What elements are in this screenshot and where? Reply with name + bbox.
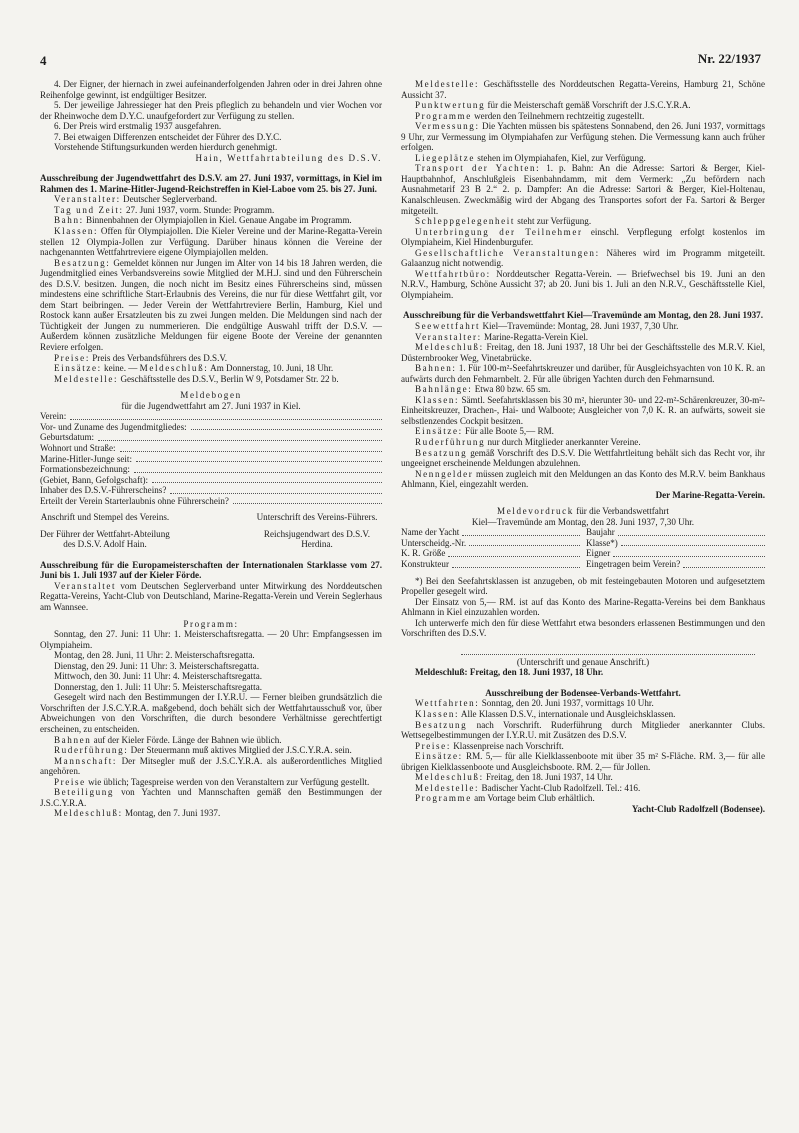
form-title: Meldevordruck (497, 506, 574, 517)
signature-label: Anschrift und Stempel des Vereins. (40, 512, 170, 523)
value: Preis des Verbandsführers des D.S.V. (92, 352, 228, 363)
form-field-license[interactable]: Inhaber des D.S.V.-Führerscheins? (40, 485, 382, 496)
term: Veranstaltet (54, 580, 117, 591)
section-heading: Ausschreibung für die Europameisterschaften der Internationalen Starklasse vom 27. Juni bis 1. Juli 1937 auf der Kieler Förde. (40, 559, 382, 581)
value: Näheres wird im Programm mitgeteilt. Galaanzug nicht notwendig. (401, 247, 766, 269)
paragraph: Vorstehende Stiftungsurkunden werden hierdurch genehmigt. (54, 142, 278, 153)
footnote: *) Bei den Seefahrtsklassen ist anzugeben, ob mit festeingebauten Motoren und aufgesetztem Propeller gesegelt wird. (401, 575, 765, 597)
form-field-sail-number[interactable]: Unterscheidg.-Nr. (401, 538, 580, 549)
value: RM. 5,— für alle Kielklassenboote mit über 35 m² S-Fläche. RM. 3,— für alle übrigen Kielklassenboote und Ausgleichsboote. RM. 2,— für Jollen. (401, 751, 765, 772)
section-heading: Ausschreibung für die Verbandswettfahrt Kiel—Travemünde am Montag, den 28. Juni 1937. (403, 310, 763, 321)
form-field-mhj-since[interactable]: Marine-Hitler-Junge seit: (40, 454, 382, 465)
program-item: Donnerstag, den 1. Juli: 11 Uhr: 5. Meisterschaftsregatta. (54, 681, 263, 692)
value: Alle Klassen D.S.V., internationale und Ausgleichsklassen. (460, 708, 676, 719)
form-field-region[interactable]: (Gebiet, Bann, Gefolgschaft): (40, 475, 382, 486)
value: werden den Teilnehmern rechtzeitig zugestellt. (474, 110, 645, 121)
issue-number: Nr. 22/1937 (697, 51, 761, 66)
signature-label: Unterschrift des Vereins-Führers. (256, 512, 378, 523)
value: Offen für Olympiajollen. Die Kieler Vereine und der Marine-Regatta-Verein stellen 12 Olympia-Jollen zur Verfügung. Darüber hinaus können die Vereine der nachgenannten Wettfahrtreviere eigene Olympiajollen melden. (40, 226, 382, 258)
value: auf der Kieler Förde. Länge der Bahnen wie üblich. (93, 734, 282, 745)
form-field-kr-size[interactable]: K. R. Größe (401, 548, 580, 559)
program-title: Programm: (183, 618, 239, 629)
program-item: Sonntag, den 27. Juni: 11 Uhr: 1. Meisterschaftsregatta. — 20 Uhr: Empfangsessen im Olympiaheim. (40, 629, 382, 650)
program-item: Dienstag, den 29. Juni: 11 Uhr: 3. Meisterschaftsregatta. (54, 660, 259, 671)
term: Einsätze: (415, 751, 463, 762)
value: Der Steuermann muß aktives Mitglied der J.S.C.Y.R.A. sein. (130, 745, 352, 756)
paragraph: Gesegelt wird nach den Bestimmungen der I.Y.R.U. — Ferner bleiben grundsätzlich die Vorschriften der J.S.C.Y.R.A. maßgebend, doch behält sich der Wettfahrtausschuß vor, über Abweichungen von den Vorschriften, die durch besondere Verhältnisse gerechtfertigt erscheinen, zu entscheiden. (40, 692, 382, 734)
paragraph: Der Einsatz von 5,— RM. ist auf das Konto des Marine-Regatta-Vereins bei dem Bankhaus Ahlmann in Kiel einzuzahlen worden. (401, 596, 765, 618)
right-column (401, 79, 765, 814)
value: Norddeutscher Regatta-Verein. — Briefwechsel bis 19. Juni an den N.R.V., Hamburg, Schöne Aussicht 37; ab 20. Juni bis 1. Juli an den N.R.V., Geschäftsstelle Kiel, Olympiaheim. (401, 268, 765, 300)
program-item: Mittwoch, den 30. Juni: 11 Uhr: 4. Meisterschaftsregatta. (54, 671, 263, 682)
form-subtitle: Kiel—Travemünde am Montag, den 28. Juni 1937, 7,30 Uhr. (471, 516, 695, 527)
term: Schleppgelegenheit (415, 216, 516, 227)
value: Freitag, den 18. Juni 1937, 14 Uhr. (485, 772, 613, 783)
term: Meldeschluß: (54, 808, 123, 819)
signature-label: Der Führer der Wettfahrt-Abteilung des D.S.V. Adolf Hain. (40, 528, 170, 550)
value: stehen im Olympiahafen, Kiel, zur Verfügung. (477, 152, 646, 163)
section-heading: Ausschreibung der Bodensee-Verbands-Wettfahrt. (485, 687, 681, 698)
value: steht zur Verfügung. (517, 216, 592, 227)
term: Einsätze: (415, 426, 463, 437)
value: Binnenbahnen der Olympiajollen in Kiel. Genaue Angabe im Programm. (86, 215, 352, 226)
term: Meldeschluß: (415, 772, 484, 783)
paragraph: 4. Der Eigner, der hiernach in zwei aufeinanderfolgenden Jahren oder in drei Jahren ohne Reihenfolge gewinnt, ist endgültiger Besitzer. (40, 79, 382, 100)
term: Programme (415, 793, 472, 804)
form-field-build-year[interactable]: Baujahr (586, 527, 765, 538)
paragraph: 7. Bei etwaigen Differenzen entscheidet der Führer des D.Y.C. (54, 131, 282, 142)
form-field-owner[interactable]: Eigner (586, 548, 765, 559)
term: Veranstalter: (415, 331, 482, 342)
value: Am Donnerstag, 10. Juni, 18 Uhr. (210, 363, 334, 374)
term: Programme (415, 110, 472, 121)
form-title: Meldebogen (180, 390, 242, 401)
form-field-formation[interactable]: Formationsbezeichnung: (40, 464, 382, 475)
term: Tag und Zeit: (54, 204, 124, 215)
deadline: Meldeschluß: Freitag, den 18. Juni 1937, 18 Uhr. (415, 667, 604, 678)
term: Punktwertung (415, 100, 486, 111)
page-number: 4 (40, 53, 47, 68)
term: Preise: (415, 740, 451, 751)
signature-label: Reichsjugendwart des D.S.V. Herdina. (263, 528, 371, 550)
term: Besatzung (415, 447, 468, 458)
term: Klassen: (415, 708, 460, 719)
value: nach Vorschrift. Ruderführung durch Mitglieder anerkannter Clubs. Wettsegelbestimmungen der I.Y.R.U. mit Zusätzen des D.S.V. (401, 719, 765, 741)
program-item: Montag, den 28. Juni, 11 Uhr: 2. Meisterschaftsregatta. (54, 650, 255, 661)
value: Sonntag, den 20. Juni 1937, vormittags 10 Uhr. (481, 698, 654, 709)
value: Sämtl. Seefahrtsklassen bis 30 m², hierunter 30- und 22-m²-Schärenkreuzer, 30-m²-Einheitskreuzer, Drachen-, Hai- und Walboote; Ausgleicher von 7,0 K. R. an aufwärts, soweit sie selbstlenzendes Cockpit besitzen. (401, 394, 765, 426)
form-field-verein[interactable]: Verein: (40, 411, 382, 422)
value: Badischer Yacht-Club Radolfzell. Tel.: 416. (481, 782, 641, 793)
signature-field[interactable] (461, 645, 755, 655)
term: Klassen: (54, 226, 99, 237)
form-subtitle: für die Jugendwettfahrt am 27. Juni 1937 in Kiel. (121, 400, 301, 411)
term: Vermessung: (415, 121, 480, 132)
term: Besatzung: (54, 257, 111, 268)
paragraph: 6. Der Preis wird erstmalig 1937 ausgefahren. (54, 121, 222, 132)
value: Deutscher Seglerverband. (123, 194, 217, 205)
value: für die Meisterschaft gemäß Vorschrift der J.S.C.Y.R.A. (487, 100, 691, 111)
signature: Yacht-Club Radolfzell (Bodensee). (631, 803, 765, 814)
value: Geschäftsstelle des Norddeutschen Regatta-Vereins, Hamburg 21, Schöne Aussicht 37. (401, 79, 765, 100)
term: Ruderführung: (54, 745, 129, 756)
form-field-address[interactable]: Wohnort und Straße: (40, 443, 382, 454)
term: Transport der Yachten: (415, 163, 541, 174)
term: Mannschaft: (54, 755, 118, 766)
signature: Der Marine-Regatta-Verein. (655, 489, 765, 500)
signature: Hain, Wettfahrtabteilung des D.S.V. (195, 152, 382, 163)
term: Ruderführung (415, 437, 486, 447)
term: Meldestelle: (54, 373, 119, 384)
value: von Yachten und Mannschaften gemäß den Bestimmungen der J.S.C.Y.R.A. (40, 787, 382, 808)
value: Freitag, den 18. Juni 1937, 18 Uhr bei der Geschäftsstelle des M.R.V. Kiel, Düsternbrooker Weg, Vinetabrücke. (401, 342, 765, 363)
term: Preise (54, 776, 86, 787)
term: Nenngelder (415, 468, 474, 479)
value: Marine-Regatta-Verein Kiel. (484, 331, 589, 342)
value: nur durch Mitglieder anerkannter Vereine. (487, 437, 641, 447)
value: wie üblich; Tagespreise werden von den Veranstaltern zur Verfügung gestellt. (88, 776, 370, 787)
term: Klassen: (415, 394, 460, 405)
left-column (40, 79, 382, 819)
term: Bahnen: (415, 363, 457, 374)
term: Meldestelle: (415, 79, 480, 89)
term: Wettfahrten: (415, 698, 480, 709)
term: Bahnen (54, 734, 92, 745)
term: Beteiligung (54, 787, 115, 798)
signature-label: (Unterschrift und genaue Anschrift.) (516, 656, 650, 667)
paragraph: Ich unterwerfe mich den für diese Wettfahrt etwa besonders erlassenen Bestimmungen und den Vorschriften des D.S.V. (401, 617, 765, 639)
term: Bahnlänge: (415, 384, 473, 395)
form-title-rest: für die Verbandswettfahrt (576, 506, 669, 517)
value: Gemeldet können nur Jungen im Alter von 14 bis 18 Jahren werden, die Jugendmitglied eines Verbandsvereins sowie Mitglied der M.H.J. sind und den Führerschein des D.S.V. besitzen. Jungen, die noch nicht im Besitz eines Führerscheins sind, müssen mindestens eine schriftliche Start-Erlaubnis des Vereins, die nur für diese Wettfahrt gilt, vor dem Start beibringen. — Jeder Verein der Wettfahrtreviere Berlin, Hamburg, Kiel und Rostock kann außer Ersatzleuten bis zu zwei Jungen melden. Die Meldungen sind nach der Tüchtigkeit der Jungen zu nummerieren. Die endgültige Auswahl trifft der D.S.V. — Außerdem können zusätzliche Meldungen für eigene Boote der Vereine der genannten Reviere erfolgen. (40, 257, 382, 353)
paragraph: 5. Der jeweilige Jahressieger hat den Preis pfleglich zu behandeln und vier Wochen vor der Rheinwoche dem D.Y.C. unaufgefordert zur Verfügung zu stellen. (40, 100, 382, 121)
value: Kiel—Travemünde: Montag, 28. Juni 1937, 7,30 Uhr. (482, 320, 679, 331)
value: am Vortage beim Club erhältlich. (474, 793, 595, 804)
term: Meldestelle: (415, 782, 480, 793)
value: Klassenpreise nach Vorschrift. (453, 740, 564, 751)
term: Preise: (54, 352, 90, 363)
value: Geschäftsstelle des D.S.V., Berlin W 9, Potsdamer Str. 22 b. (120, 373, 339, 384)
form-field-name[interactable]: Vor- und Zuname des Jugendmitgliedes: (40, 422, 382, 433)
term: Liegeplätze (415, 152, 476, 163)
value: vom Deutschen Seglerverband unter Mitwirkung des Norddeutschen Regatta-Vereins, Yacht-Club von Deutschland, Marine-Regatta-Verein und Verein Seglerhaus am Wannsee. (40, 580, 382, 612)
form-field-club[interactable]: Eingetragen beim Verein? (586, 559, 765, 570)
term: Bahn: (54, 215, 84, 226)
term: Veranstalter: (54, 194, 121, 205)
form-field-class[interactable]: Klasse*) (586, 538, 765, 549)
term: Besatzung (415, 719, 468, 730)
term: Gesellschaftliche Veranstaltungen: (415, 247, 600, 258)
form-field-yacht-name[interactable]: Name der Yacht (401, 527, 580, 538)
form-field-designer[interactable]: Konstrukteur (401, 559, 580, 570)
value: müssen zugleich mit den Meldungen an das Konto des M.R.V. beim Bankhaus Ahlmann, Kiel, eingezahlt werden. (401, 468, 765, 490)
section-heading: Ausschreibung der Jugendwettfahrt des D.S.V. am 27. Juni 1937, vormittags, in Kiel im Rahmen des 1. Marine-Hitler-Jugend-Reichstreffen in Kiel-Laboe vom 25. bis 27. Juni. (40, 173, 382, 194)
value: Etwa 80 bzw. 65 sm. (474, 384, 551, 395)
value: keine. — (104, 363, 138, 374)
value: einschl. Verpflegung erfolgt kostenlos im Olympiaheim, Kiel Hindenburgufer. (401, 226, 765, 248)
term: Unterbringung der Teilnehmer (415, 226, 583, 237)
value: Für alle Boote 5,— RM. (465, 426, 554, 437)
value: 1. Für 100-m²-Seefahrtskreuzer und darüber, für Ausgleichsyachten von 10 K. R. an aufwärts durch den Fehmarnbelt. 2. Für alle übrigen Yachten durch den Fehmarnsund. (401, 363, 765, 384)
form-field-birthdate[interactable]: Geburtsdatum: (40, 432, 382, 443)
term: Einsätze: (54, 363, 102, 374)
form-field-permission[interactable]: Erteilt der Verein Starterlaubnis ohne Führerschein? (40, 496, 382, 507)
registration-form (401, 527, 765, 569)
value: Der Mitsegler muß der J.S.C.Y.R.A. als außerordentliches Mitglied angehören. (40, 755, 382, 777)
value: 1. p. Bahn: An die Adresse: Sartori & Berger, Kiel-Hauptbahnhof, Anschlußgleis Eisenbahndamm, mit dem Vermerk: „Zu befördern nach Ausnahmetarif 23 B 2.“ 2. p. Dampfer: An die Adresse: Sartori & Berger, Kiel-Holtenau, Kanalschleusen. Zweckmäßig wird der Abgang des Transportes sofort der Fa. Sartori & Berger mitgeteilt. (401, 163, 765, 216)
term: Seewettfahrt (415, 320, 481, 331)
term: Meldeschluß: (415, 342, 484, 353)
value: Die Yachten müssen bis spätestens Sonnabend, den 26. Juni 1937, vormittags 9 Uhr, zur Vermessung im Olympiahafen zur Verfügung stehen. Die Vermessung kann auch früher erfolgen. (401, 121, 765, 153)
value: Montag, den 7. Juni 1937. (124, 808, 221, 819)
value: gemäß Vorschrift des D.S.V. Die Wettfahrtleitung behält sich das Recht vor, ihr ungeeignet erscheinende Meldungen abzulehnen. (401, 447, 765, 469)
value: 27. Juni 1937, vorm. Stunde: Programm. (125, 204, 275, 215)
term: Wettfahrtbüro: (415, 268, 491, 279)
term: Meldeschluß: (139, 363, 209, 374)
